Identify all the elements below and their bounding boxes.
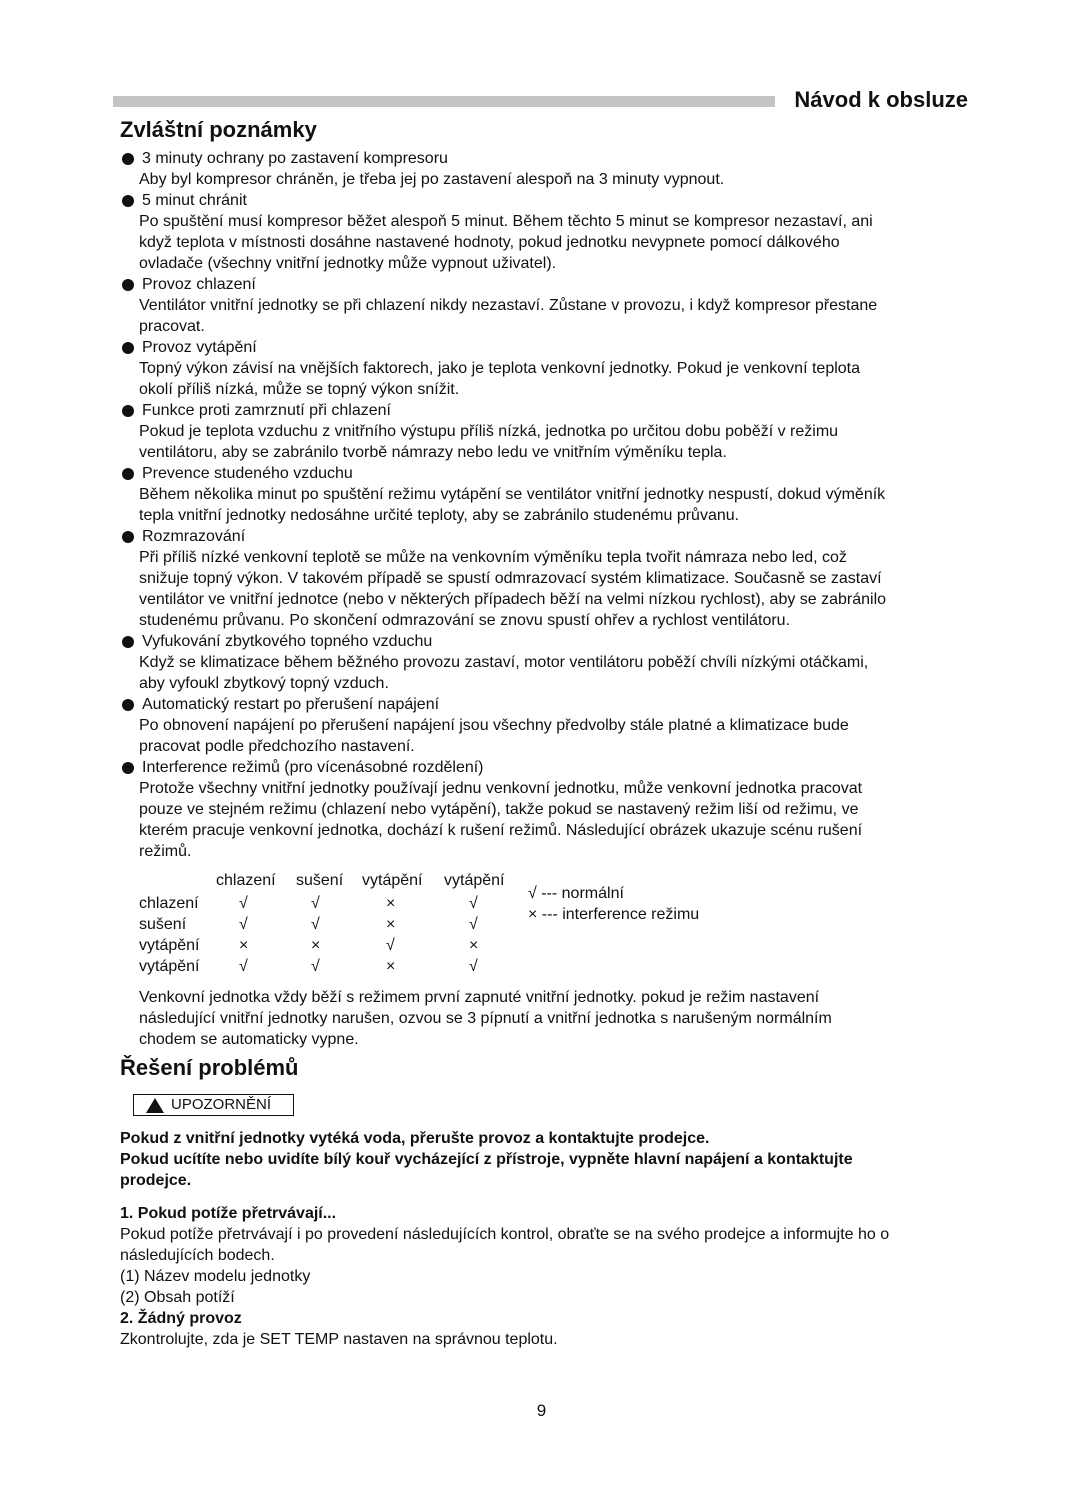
note-item [122, 190, 886, 274]
note-body-line: Po spuštění musí kompresor běžet alespoň 5 minut. Během těchto 5 minut se kompresor nezastaví, ani [139, 213, 873, 230]
text-line: Venkovní jednotka vždy běží s režimem první zapnuté vnitřní jednotky. pokud je režim nastavení [139, 989, 820, 1006]
bullet-icon [122, 468, 134, 480]
note-body-line: kterém pracuje venkovní jednotka, dochází k rušení režimů. Následující obrázek ukazuje scénu rušení [139, 822, 863, 839]
table-cell: √ [469, 916, 478, 933]
warning-icon [146, 1098, 164, 1113]
warning-label: UPOZORNĚNÍ [171, 1096, 272, 1113]
table-column-header: vytápění [362, 872, 423, 889]
table-cell: × [469, 937, 479, 954]
note-title [122, 631, 886, 652]
troubleshooting-text [120, 1203, 889, 1350]
text-line: Pokud z vnitřní jednotky vytéká voda, přerušte provoz a kontaktujte prodejce. [120, 1130, 710, 1147]
note-title-text: 3 minuty ochrany po zastavení kompresoru [142, 150, 448, 167]
text-line: následující vnitřní jednotky narušen, ozvou se 3 pípnutí a vnitřní jednotka s narušeným normálním [139, 1010, 832, 1027]
note-item [122, 694, 886, 757]
text-line: následujících bodech. [120, 1247, 275, 1264]
note-title [122, 190, 886, 211]
table-cell: × [239, 937, 249, 954]
note-body-line: studenému průvanu. Po skončení odmrazování se znovu spustí ohřev a rychlost ventilátoru. [139, 612, 791, 629]
note-title [122, 274, 886, 295]
bullet-icon [122, 636, 134, 648]
note-body-line: Pokud je teplota vzduchu z vnitřního výstupu příliš nízká, jednotka po určitou dobu poběží v režimu [139, 423, 839, 440]
table-cell: √ [239, 958, 248, 975]
section-title-notes: Zvláštní poznámky [120, 117, 317, 142]
note-body-line: režimů. [139, 843, 192, 860]
note-body-line: Po obnovení napájení po přerušení napájení jsou všechny předvolby stále platné a klimatizace bude [139, 717, 849, 734]
warning-box [133, 1094, 294, 1116]
table-column-header: sušení [296, 872, 344, 889]
note-item [122, 148, 886, 190]
legend-interference: × --- interference režimu [528, 906, 700, 923]
text-line: Pokud potíže přetrvávají i po provedení následujících kontrol, obraťte se na svého prodejce a informujte ho o [120, 1226, 890, 1243]
subheading: 1. Pokud potíže přetrvávají... [120, 1205, 337, 1222]
text-line: (2) Obsah potíží [120, 1289, 235, 1306]
note-title-text: Vyfukování zbytkového topného vzduchu [142, 633, 433, 650]
note-body-line: aby vyfoukl zbytkový topný vzduch. [139, 675, 389, 692]
note-title [122, 757, 886, 778]
table-cell: √ [311, 895, 320, 912]
note-body-line: Když se klimatizace během běžného provozu zastaví, motor ventilátoru poběží chvíli nízkými otáčkami, [139, 654, 869, 671]
table-cell: × [311, 937, 321, 954]
section-title-troubleshooting: Řešení problémů [120, 1055, 299, 1080]
header-bar [113, 96, 775, 107]
note-title-text: Provoz chlazení [142, 276, 256, 293]
note-title-text: Funkce proti zamrznutí při chlazení [142, 402, 391, 419]
table-column-header: vytápění [444, 872, 505, 889]
text-line: prodejce. [120, 1172, 192, 1189]
bullet-icon [122, 195, 134, 207]
note-item [122, 757, 886, 862]
text-line: (1) Název modelu jednotky [120, 1268, 311, 1285]
note-title [122, 694, 886, 715]
bullet-icon [122, 279, 134, 291]
bullet-icon [122, 531, 134, 543]
note-title-text: Rozmrazování [142, 528, 246, 545]
note-body-line: Topný výkon závisí na vnějších faktorech, jako je teplota venkovní jednotky. Pokud je venkovní teplota [139, 360, 861, 377]
note-item [122, 337, 886, 400]
note-body-line: snižuje topný výkon. V takovém případě se spustí odmrazovací systém klimatizace. Současně se zastaví [139, 570, 882, 587]
table-column-header: chlazení [216, 872, 276, 889]
text-line: Zkontrolujte, zda je SET TEMP nastaven na správnou teplotu. [120, 1331, 558, 1348]
note-body-line: tepla vnitřní jednotky nedosáhne určité teploty, aby se zabránilo studenému průvanu. [139, 507, 740, 524]
note-body-line: ventilátoru, aby se zabránilo tvorbě námrazy nebo ledu ve vnitřním výměníku tepla. [139, 444, 727, 461]
table-cell: √ [469, 895, 478, 912]
text-line: Pokud ucítíte nebo uvidíte bílý kouř vycházející z přístroje, vypněte hlavní napájení a kontaktujte [120, 1151, 853, 1168]
table-row-label: vytápění [139, 937, 200, 954]
table-cell: √ [386, 937, 395, 954]
note-body-line: Při příliš nízké venkovní teplotě se může na venkovním výměníku tepla tvořit námraza nebo led, což [139, 549, 847, 566]
page-number: 9 [536, 1401, 547, 1420]
note-body-line: pracovat podle předchozího nastavení. [139, 738, 415, 755]
note-body-line: Ventilátor vnitřní jednotky se při chlazení nikdy nezastaví. Zůstane v provozu, i když kompresor přestane [139, 297, 878, 314]
note-item [122, 526, 886, 631]
note-item [122, 631, 886, 694]
note-body-line: Protože všechny vnitřní jednotky používají jednu venkovní jednotku, může venkovní jednotka pracovat [139, 780, 863, 797]
table-row-label: sušení [139, 916, 187, 933]
table-cell: × [386, 958, 396, 975]
note-body-line: pouze ve stejném režimu (chlazení nebo vytápění), takže pokud se nastavený režim liší od režimu, ve [139, 801, 859, 818]
note-item [122, 463, 886, 526]
note-body-line: ovladače (všechny vnitřní jednotky může vypnout uživatel). [139, 255, 557, 272]
note-title [122, 526, 886, 547]
notes-list [122, 148, 886, 862]
note-body-line: Během několika minut po spuštění režimu vytápění se ventilátor vnitřní jednotky nespustí, dokud výměník [139, 486, 886, 503]
header-title: Návod k obsluze [794, 87, 968, 112]
warning-text [120, 1128, 853, 1191]
note-item [122, 400, 886, 463]
bullet-icon [122, 762, 134, 774]
subheading: 2. Žádný provoz [120, 1310, 242, 1327]
note-title-text: Interference režimů (pro vícenásobné rozdělení) [142, 759, 484, 776]
note-title-text: Prevence studeného vzduchu [142, 465, 353, 482]
note-body-line: pracovat. [139, 318, 205, 335]
table-legend [528, 883, 699, 925]
note-title-text: Automatický restart po přerušení napájení [142, 696, 440, 713]
table-cell: √ [311, 958, 320, 975]
table-cell: √ [311, 916, 320, 933]
note-body-line: Aby byl kompresor chráněn, je třeba jej po zastavení alespoň na 3 minuty vypnout. [139, 171, 725, 188]
note-title [122, 463, 886, 484]
note-title-text: Provoz vytápění [142, 339, 257, 356]
table-cell: × [386, 895, 396, 912]
bullet-icon [122, 342, 134, 354]
table-cell: √ [239, 895, 248, 912]
bullet-icon [122, 699, 134, 711]
note-body-line: ventilátor ve vnitřní jednotce (nebo v některých případech běží na velmi nízkou rychlost), aby se zabránilo [139, 591, 887, 608]
note-title [122, 337, 886, 358]
note-body-line: okolí příliš nízká, může se topný výkon snížit. [139, 381, 460, 398]
note-body-line: když teplota v místnosti dosáhne nastavené hodnoty, pokud jednotku nevypnete pomocí dálkového [139, 234, 840, 251]
after-table-text [139, 987, 832, 1050]
table-cell: × [386, 916, 396, 933]
text-line: chodem se automaticky vypne. [139, 1031, 359, 1048]
table-cell: √ [469, 958, 478, 975]
table-row-label: chlazení [139, 895, 199, 912]
note-title [122, 400, 886, 421]
table-cell: √ [239, 916, 248, 933]
note-title [122, 148, 886, 169]
bullet-icon [122, 153, 134, 165]
note-title-text: 5 minut chránit [142, 192, 247, 209]
legend-normal: √ --- normální [528, 885, 624, 902]
note-item [122, 274, 886, 337]
table-row-label: vytápění [139, 958, 200, 975]
bullet-icon [122, 405, 134, 417]
